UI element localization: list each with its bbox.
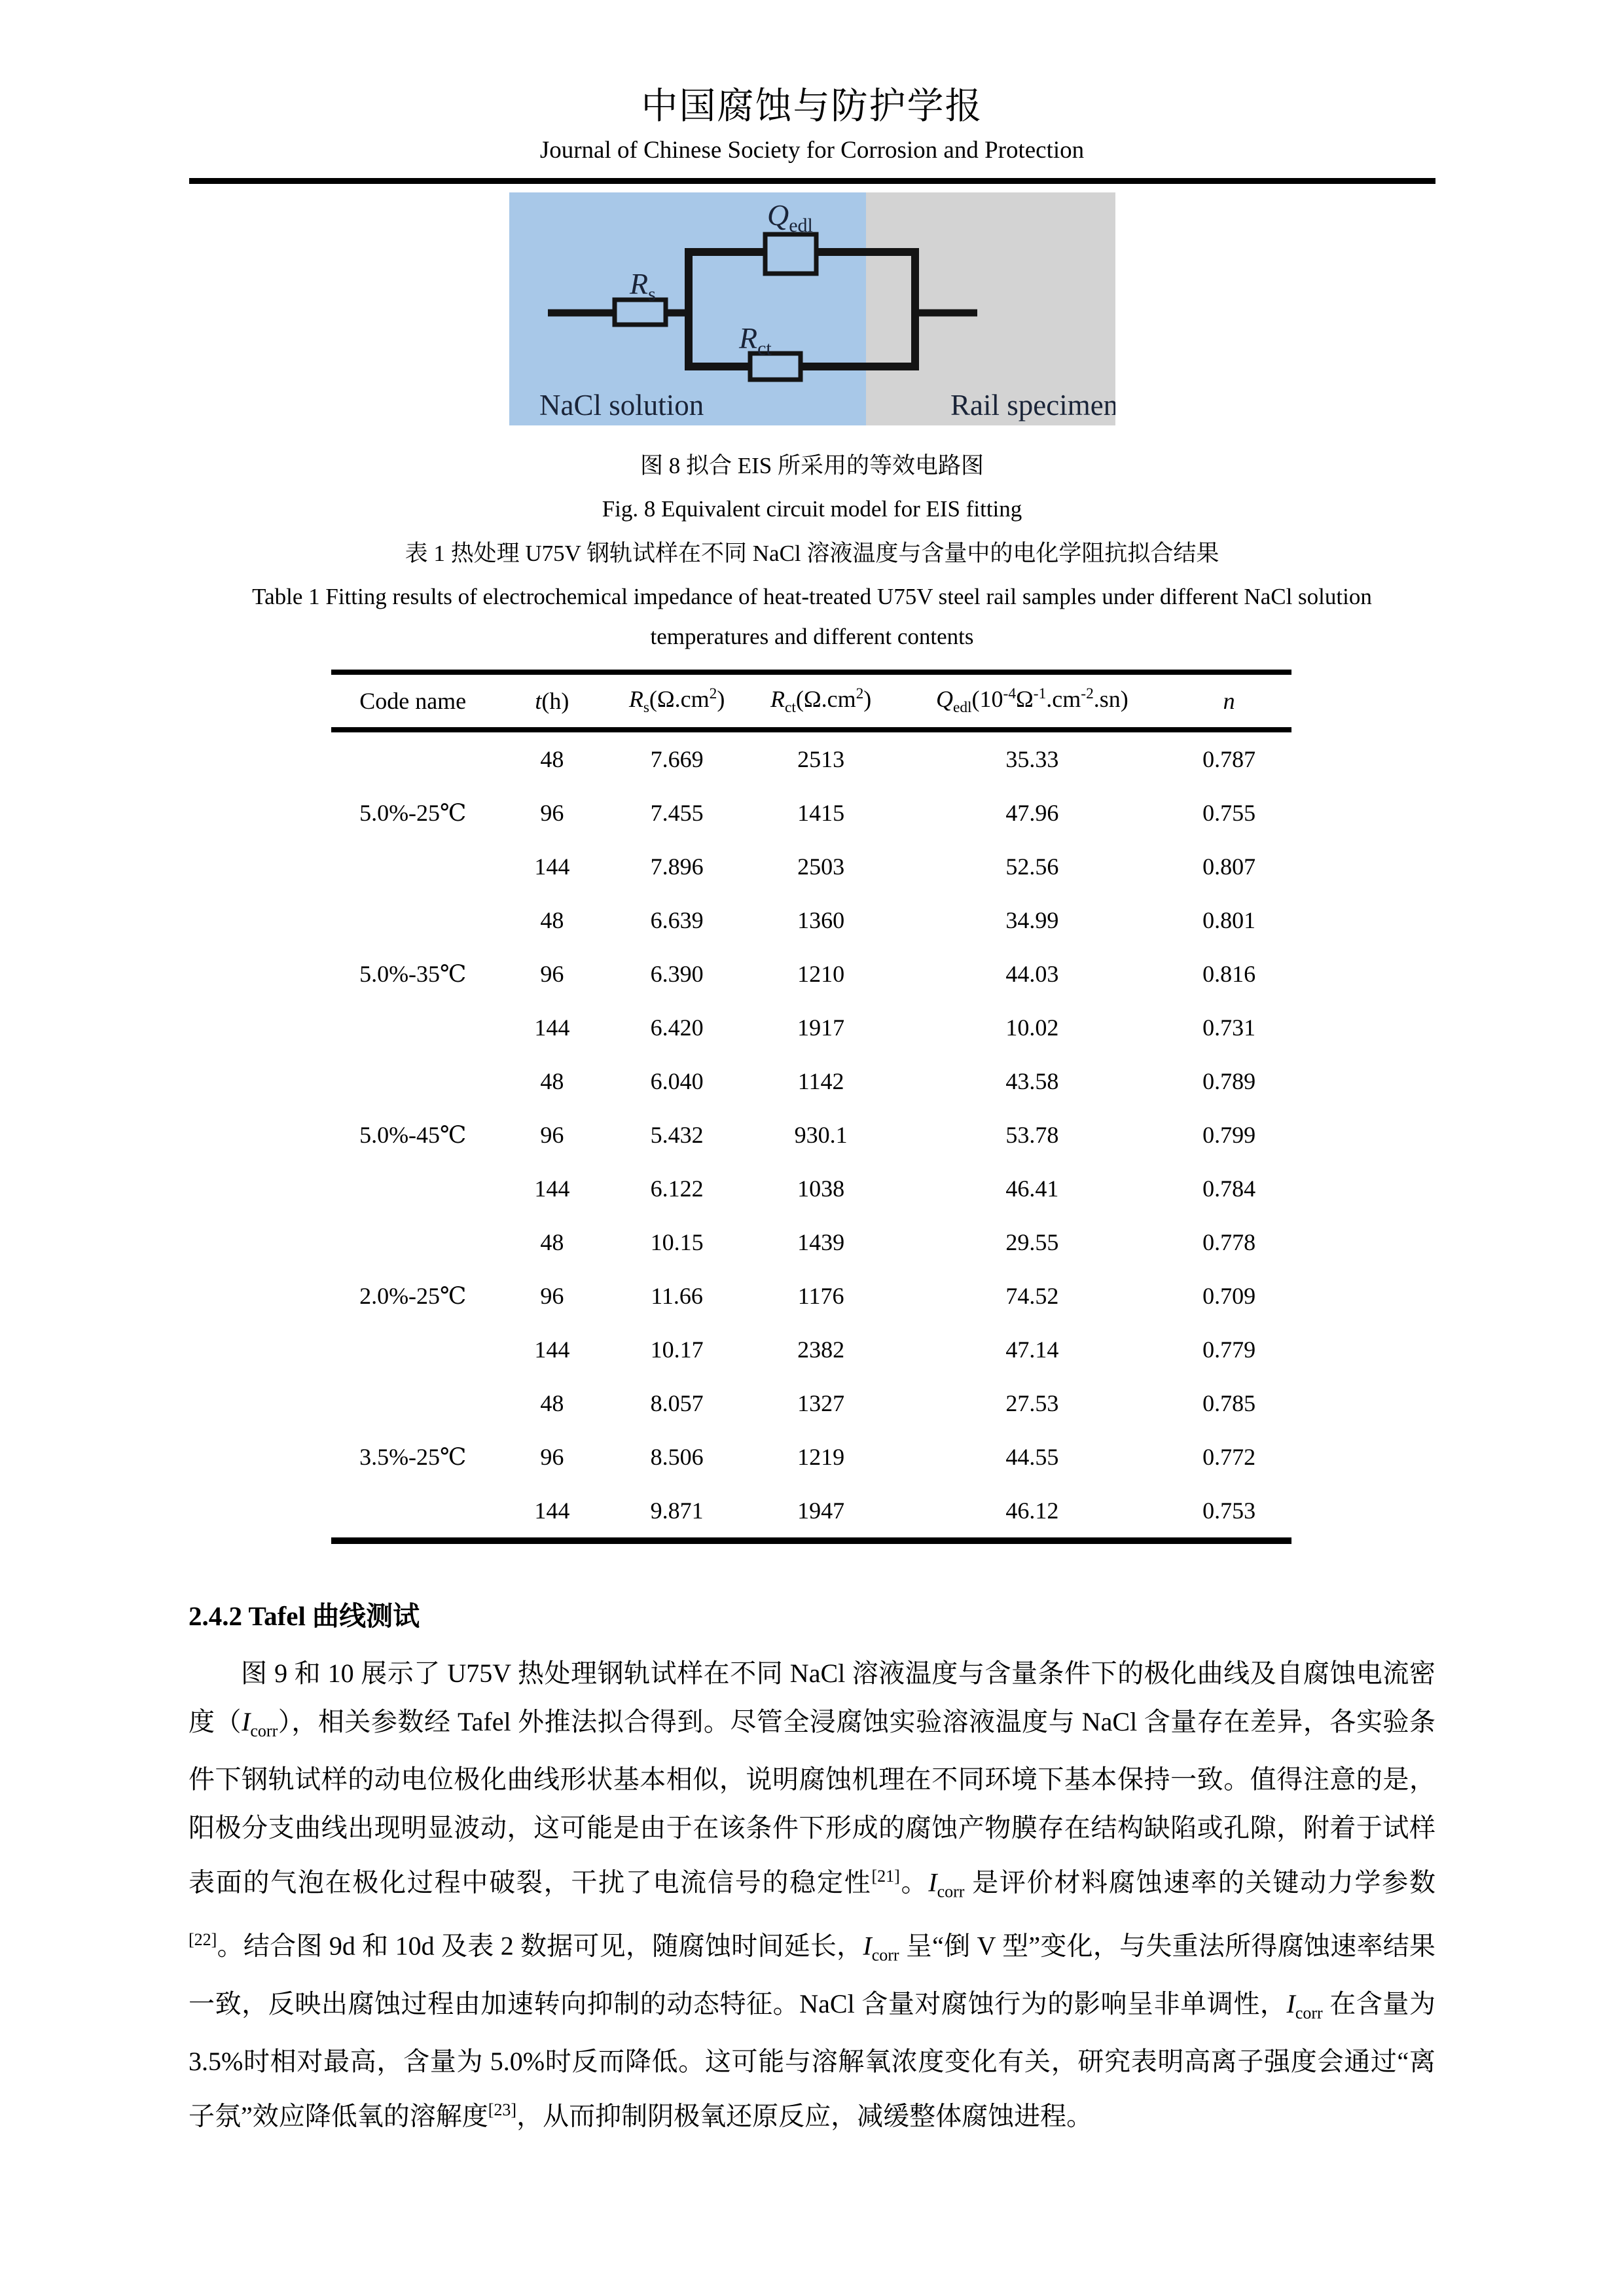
table-cell: 74.52 xyxy=(1005,1282,1059,1309)
table-cell: 27.53 xyxy=(1005,1390,1059,1416)
table-cell: 0.785 xyxy=(1202,1390,1256,1416)
table-cell: 53.78 xyxy=(1005,1121,1059,1148)
table-cell: 10.17 xyxy=(650,1336,704,1363)
rct-label: $R_{ct}$ xyxy=(738,321,772,360)
table-cell: 0.784 xyxy=(1202,1175,1256,1202)
table-cell: 48 xyxy=(540,1067,564,1094)
table-cell: 1439 xyxy=(797,1229,845,1255)
equivalent-circuit-figure xyxy=(509,192,1115,429)
table-caption-en-line1: Table 1 Fitting results of electrochemical impedance of heat-treated U75V steel rail samples under different NaCl solution xyxy=(252,583,1372,609)
table-cell: 0.772 xyxy=(1202,1443,1256,1470)
table-cell: 48 xyxy=(540,745,564,772)
table-header xyxy=(331,672,1291,730)
col-header-rs: $R_s(\Omega.cm^2)$ xyxy=(628,685,725,716)
table-row xyxy=(331,893,1291,947)
table-cell: 0.789 xyxy=(1202,1067,1256,1094)
specimen-label: Rail specimen xyxy=(950,389,1115,422)
table-cell: 6.420 xyxy=(650,1014,704,1041)
table-cell: 1142 xyxy=(797,1067,844,1094)
table-cell: 52.56 xyxy=(1005,853,1059,880)
table-cell: 7.669 xyxy=(650,745,704,772)
code-name-cell: 5.0%-25℃ xyxy=(359,799,467,826)
table-cell: 144 xyxy=(534,1497,570,1524)
table-cell: 0.787 xyxy=(1202,745,1256,772)
table-header-row xyxy=(331,672,1291,730)
col-header-rct: $R_{ct}(\Omega.cm^2)$ xyxy=(770,685,872,716)
table-cell: 6.390 xyxy=(650,960,704,987)
table-cell: 1947 xyxy=(797,1497,845,1524)
table-cell: 0.709 xyxy=(1202,1282,1256,1309)
table-cell: 1917 xyxy=(797,1014,845,1041)
table-cell: 6.040 xyxy=(650,1067,704,1094)
table-cell: 11.66 xyxy=(651,1282,703,1309)
circuit-svg xyxy=(509,192,1115,425)
journal-title-zh: 中国腐蚀与防护学报 xyxy=(641,86,983,127)
table-cell: 46.41 xyxy=(1005,1175,1059,1202)
table-cell: 1415 xyxy=(797,799,845,826)
rs-label: $R_s$ xyxy=(629,267,656,306)
table-cell: 144 xyxy=(534,1336,570,1363)
table-row xyxy=(331,1376,1291,1430)
table-cell: 1210 xyxy=(797,960,845,987)
code-name-cell: 5.0%-45℃ xyxy=(359,1121,467,1148)
code-name-cell: 3.5%-25℃ xyxy=(359,1443,467,1470)
table-cell: 0.816 xyxy=(1202,960,1256,987)
header-rule xyxy=(189,178,1435,184)
journal-title-en: Journal of Chinese Society for Corrosion and Protection xyxy=(539,137,1085,164)
section-heading: 2.4.2 Tafel 曲线测试 xyxy=(189,1600,420,1631)
table-cell: 0.779 xyxy=(1202,1336,1256,1363)
table-cell: 144 xyxy=(534,853,570,880)
table-cell: 46.12 xyxy=(1005,1497,1059,1524)
table-cell: 44.03 xyxy=(1005,960,1059,987)
table-cell: 10.15 xyxy=(650,1229,704,1255)
table-row xyxy=(331,1054,1291,1108)
col-header-time: t(h) xyxy=(535,687,569,714)
table-cell: 6.122 xyxy=(650,1175,704,1202)
table-row xyxy=(331,1215,1291,1269)
table-cell: 48 xyxy=(540,1390,564,1416)
table-cell: 930.1 xyxy=(794,1121,848,1148)
table-cell: 7.896 xyxy=(650,853,704,880)
table-cell: 7.455 xyxy=(650,799,704,826)
qedl-label: $Q_{edl}$ xyxy=(767,198,813,237)
table-cell: 0.807 xyxy=(1202,853,1256,880)
table-cell: 10.02 xyxy=(1005,1014,1059,1041)
body-paragraph: 图 9 和 10 展示了 U75V 热处理钢轨试样在不同 NaCl 溶液温度与含量条件下的极化曲线及自腐蚀电流密度$(I_{corr})$，相关参数经 Tafel 外推法拟合得到。尽管全浸腐蚀实验溶液温度与 NaCl 含量存在差异，各实验条件下钢轨试样的动电位极化曲线形状基本相似，说明腐蚀机理在不同环境下基本保持一致。值得注意的是，阳极分支曲线出现明显波动，这可能是由于在该条件下形成的腐蚀产物膜存在结构缺陷或孔隙，附着于试样表面的气泡在极化过程中破裂，干扰了电流信号的稳定性[21]。$I_{corr}$ 是评价材料腐蚀速率的关键动力学参数[22]。结合图 9d 和 10d 及表 2 数据可见，随腐蚀时间延长，$I_{corr}$ 呈“倒 V 型”变化，与失重法所得腐蚀速率结果一致，反映出腐蚀过程由加速转向抑制的动态特征。NaCl 含量对腐蚀行为的影响呈非单调性，$I_{corr}$ 在含量为 3.5%时相对最高，含量为 5.0%时反而降低。这可能与溶解氧浓度变化有关，研究表明高离子强度会通过“离子氛”效应降低氧的溶解度[23]，从而抑制阴极氧还原反应，减缓整体腐蚀进程。 xyxy=(189,1658,1436,2130)
table-cell: 8.057 xyxy=(650,1390,704,1416)
table-row xyxy=(331,730,1291,786)
figure-caption-zh: 图 8 拟合 EIS 所采用的等效电路图 xyxy=(640,453,984,479)
table-caption-zh: 表 1 热处理 U75V 钢轨试样在不同 NaCl 溶液温度与含量中的电化学阻抗拟合结果 xyxy=(405,541,1219,567)
table-caption-en-line2: temperatures and different contents xyxy=(650,624,974,650)
table-cell: 0.731 xyxy=(1202,1014,1256,1041)
code-name-cell: 5.0%-35℃ xyxy=(359,960,467,987)
table-cell: 9.871 xyxy=(650,1497,704,1524)
qedl-cpe-box xyxy=(765,234,816,274)
table-cell: 6.639 xyxy=(650,906,704,933)
journal-header xyxy=(0,0,1624,184)
table-cell: 2503 xyxy=(797,853,845,880)
table-cell: 44.55 xyxy=(1005,1443,1059,1470)
table-cell: 43.58 xyxy=(1005,1067,1059,1094)
table-cell: 35.33 xyxy=(1005,745,1059,772)
impedance-fitting-table xyxy=(331,670,1291,1544)
table-cell: 1327 xyxy=(797,1390,845,1416)
table-cell: 5.432 xyxy=(650,1121,704,1148)
table-cell: 47.14 xyxy=(1005,1336,1059,1363)
code-name-cell: 2.0%-25℃ xyxy=(359,1282,467,1309)
col-header-qedl: $Q_{edl}(10^{-4}\Omega^{-1}.cm^{-2}.sn)$ xyxy=(935,685,1128,716)
table-cell: 0.753 xyxy=(1202,1497,1256,1524)
table-cell: 2382 xyxy=(797,1336,845,1363)
table-cell: 8.506 xyxy=(650,1443,704,1470)
table-cell: 1219 xyxy=(797,1443,845,1470)
table-cell: 34.99 xyxy=(1005,906,1059,933)
table-cell: 0.755 xyxy=(1202,799,1256,826)
table-cell: 1176 xyxy=(797,1282,844,1309)
table-cell: 47.96 xyxy=(1005,799,1059,826)
table-cell: 0.801 xyxy=(1202,906,1256,933)
table-cell: 0.799 xyxy=(1202,1121,1256,1148)
rs-resistor-box xyxy=(615,300,666,325)
table-cell: 0.778 xyxy=(1202,1229,1256,1255)
table-cell: 1360 xyxy=(797,906,845,933)
table-cell: 96 xyxy=(540,1121,564,1148)
table-cell: 144 xyxy=(534,1175,570,1202)
figure-caption-en: Fig. 8 Equivalent circuit model for EIS fitting xyxy=(602,495,1022,522)
table-cell: 96 xyxy=(540,799,564,826)
table-cell: 2513 xyxy=(797,745,845,772)
table-cell: 1038 xyxy=(797,1175,845,1202)
table-cell: 96 xyxy=(540,960,564,987)
table-cell: 48 xyxy=(540,906,564,933)
table-cell: 96 xyxy=(540,1443,564,1470)
table-cell: 29.55 xyxy=(1005,1229,1059,1255)
table-body xyxy=(331,730,1291,1541)
solution-label: NaCl solution xyxy=(539,389,704,422)
col-header-n: n xyxy=(1223,687,1235,714)
table-cell: 144 xyxy=(534,1014,570,1041)
col-header-code-name: Code name xyxy=(359,687,467,714)
table-cell: 96 xyxy=(540,1282,564,1309)
table-cell: 48 xyxy=(540,1229,564,1255)
